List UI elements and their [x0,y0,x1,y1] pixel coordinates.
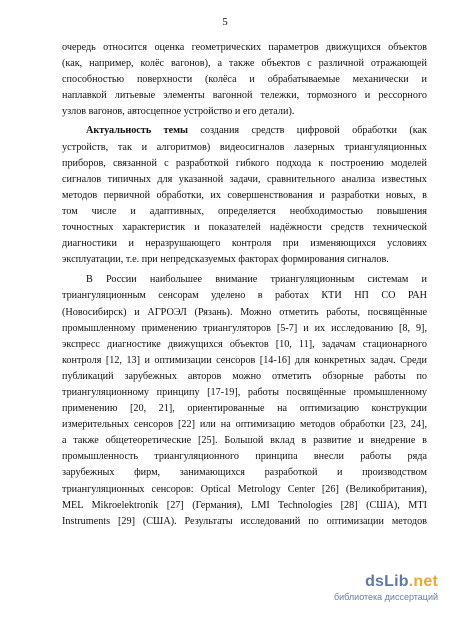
text-line: очередь относится оценка геометрических параметров движущихся объектов [62,42,427,53]
text-line: а также общетеоретические [25]. Большой вклад в развитие и внедрение в [62,435,427,447]
text-line: триангуляционных сенсоров: Optical Metrology Center [26] (Великобритания), [62,483,427,495]
text-line: приборов, связанной с разработкой гибкого подхода к построению моделей [62,157,427,169]
page-number: 5 [222,16,228,28]
text-line: В России наибольшее внимание триангуляционным системам и [86,274,427,286]
text-line: промышленность триангуляционного принципа внесли работы ряда [62,451,427,463]
paragraph-1 [62,40,427,120]
text-line: промышленному применению триангуляторов [5-7] и их исследованию [8, 9], [62,322,427,334]
section-heading-inline: Актуальность темы [86,125,188,137]
watermark-brand-accent: .net [408,573,438,590]
paragraph-2 [62,123,427,268]
text-line: узлов вагонов, автосцепное устройство и его детали). [62,106,295,118]
text-line: публикаций зарубежных авторов можно отметить обзорные работы по [62,370,427,382]
text-line: (Новосибирск) и АГРОЭЛ (Рязань). Можно отметить работы, посвящённые [62,306,427,318]
watermark-logo [318,573,438,609]
text-line [62,123,427,139]
text-line: применению [20, 21], ориентированные на оптимизацию конструкции [62,403,427,415]
text-line: том числе и адаптивных, определяется необходимостью повышения [62,205,427,217]
paragraph-3 [62,272,427,530]
text-run: создания средств цифровой обработки (как [188,125,427,137]
watermark-brand-main: dsLib [365,573,409,590]
text-line: экспресс диагностике движущихся объектов [10, 11], задачам стационарного [62,338,427,350]
text-line: эксплуатации, т.е. при непредсказуемых факторах формирования сигналов. [62,254,389,266]
text-line: MEL Mikroelektronik [27] (Германия), LMI Technologies [28] (США), MTI [62,499,427,511]
text-line: зарубежных фирм, занимающихся разработкой и производством [62,467,427,479]
text-line: методов первичной обработки, их совершенствования и разработки новых, в [62,189,427,201]
text-line: устройств, так и алгоритмов) видеосигналов лазерных триангуляционных [62,141,427,153]
text-line: точностных характеристик и показателей надёжности средств технической [62,222,427,234]
text-line: способностью поверхности (колёса и обрабатываемые механически и [62,74,427,86]
text-line: триангуляционному принципу [17-19], работы посвящённые промышленному [62,386,427,398]
watermark-brand [365,573,438,591]
text-line: триангуляционным сенсорам уделено в работах КТИ НП СО РАН [62,290,427,302]
text-line: контроля [12, 13] и оптимизации сенсоров [14-16] для конкретных задач. Среди [62,354,427,366]
document-body [62,40,427,530]
text-line: наплавкой литьевые элементы вагонной тележки, тормозного и рессорного [62,90,427,102]
text-line: диагностики и неразрушающего контроля при изменяющихся условиях [62,238,427,250]
text-line: Instruments [29] (США). Результаты исследований по оптимизации методов [62,515,427,527]
watermark-subtitle: библиотека диссертаций [333,592,438,602]
text-line: сигналов типичных для указанной задачи, сравнительного анализа известных [62,173,427,185]
text-line: измерительных сенсоров [22] или на оптимизацию методов обработки [23, 24], [62,419,427,431]
text-line: (как, например, колёс вагонов), а также объектов с различной отражающей [62,58,427,70]
